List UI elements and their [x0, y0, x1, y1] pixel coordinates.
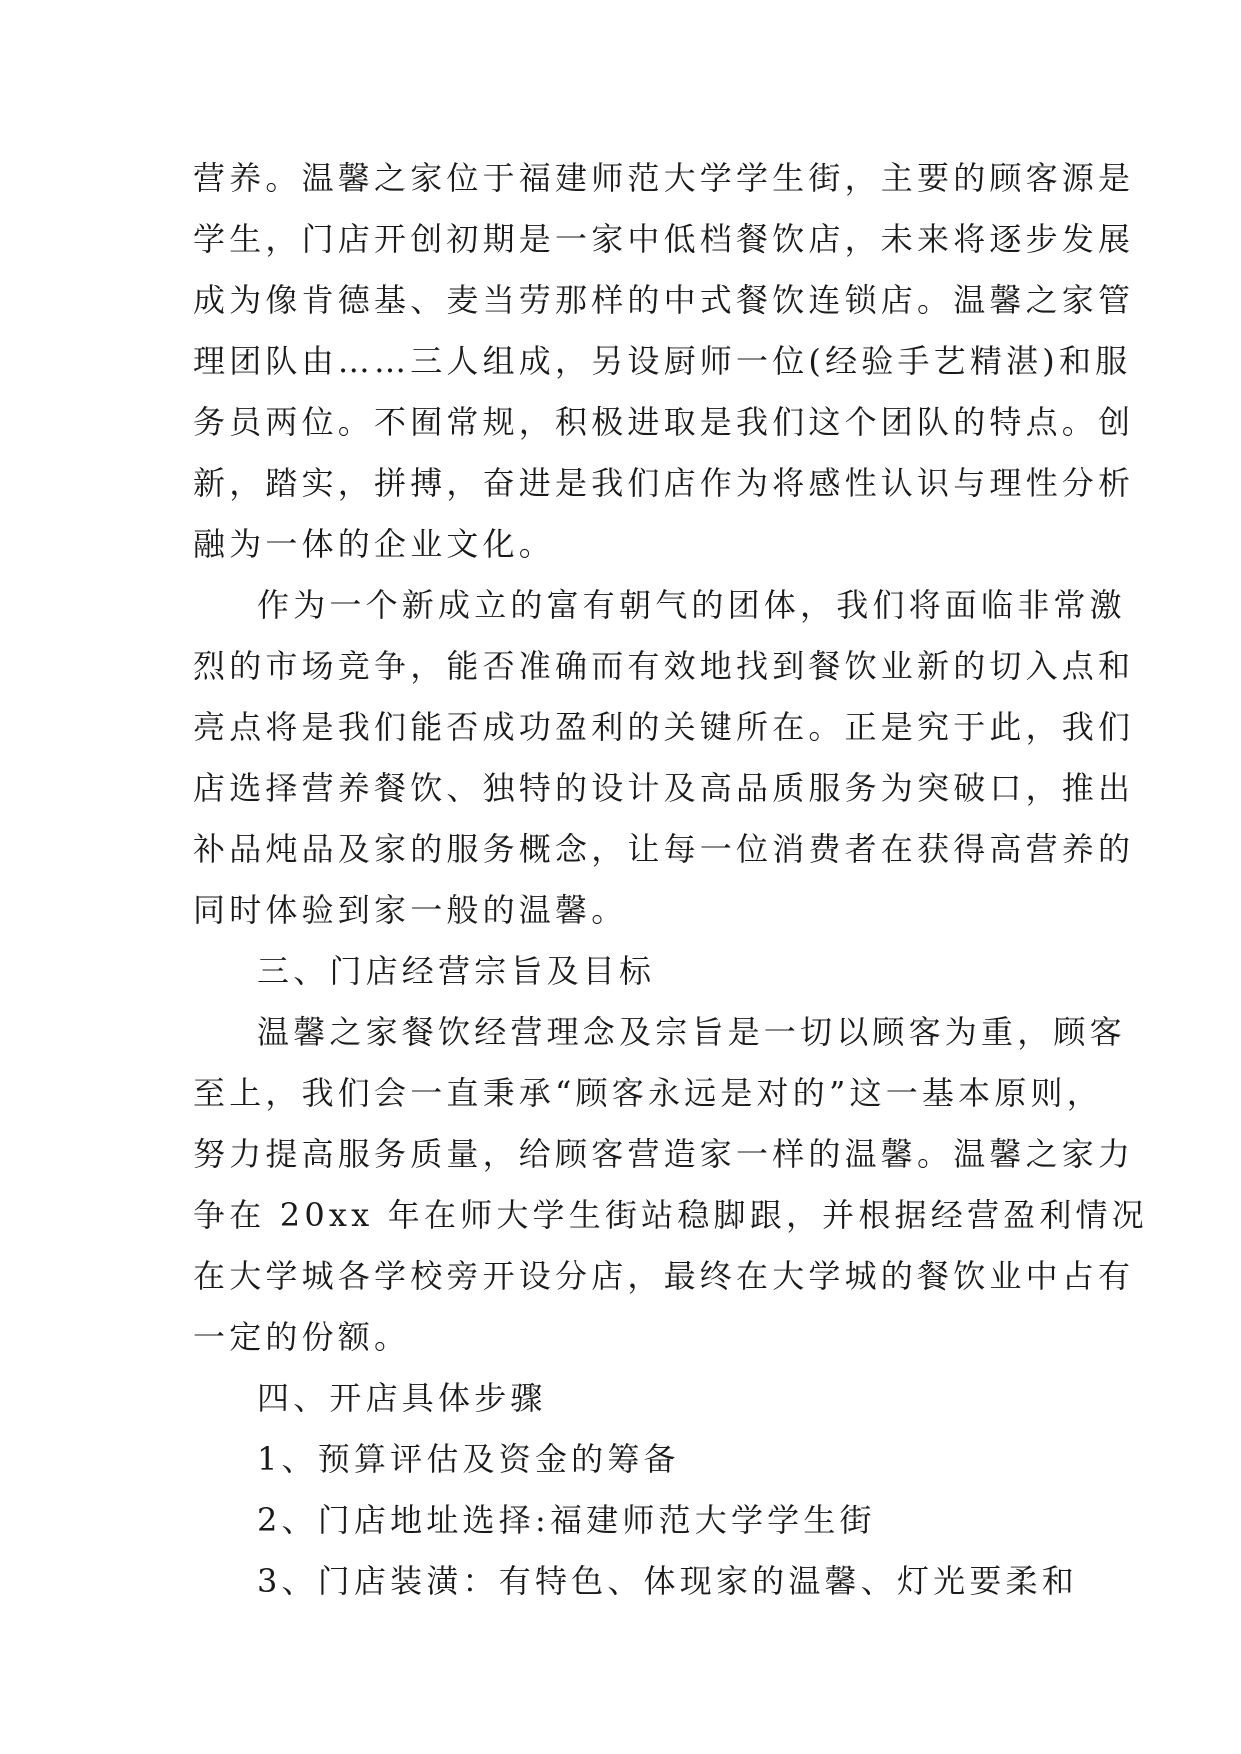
text-line: 学生，门店开创初期是一家中低档餐饮店，未来将逐步发展: [193, 220, 1135, 258]
step-item: 2、门店地址选择:福建师范大学学生街: [257, 1501, 876, 1539]
paragraph-intro: [193, 148, 1148, 1612]
text-line: 店选择营养餐饮、独特的设计及高品质服务为突破口，推出: [193, 769, 1135, 807]
text-line: 营养。温馨之家位于福建师范大学学生街，主要的顾客源是: [193, 159, 1135, 197]
text-line: 温馨之家餐饮经营理念及宗旨是一切以顾客为重，顾客: [257, 1013, 1126, 1051]
text-line: 烈的市场竞争，能否准确而有效地找到餐饮业新的切入点和: [193, 647, 1135, 685]
text-line: 务员两位。不囿常规，积极进取是我们这个团队的特点。创: [193, 403, 1135, 441]
step-item: 1、预算评估及资金的筹备: [257, 1440, 680, 1478]
text-line: 同时体验到家一般的温馨。: [193, 891, 628, 929]
section-heading-four: 四、开店具体步骤: [257, 1379, 547, 1417]
text-line: 新，踏实，拼搏，奋进是我们店作为将感性认识与理性分析: [193, 464, 1135, 502]
text-line: 融为一体的企业文化。: [193, 525, 556, 563]
text-line: 努力提高服务质量，给顾客营造家一样的温馨。温馨之家力: [193, 1135, 1135, 1173]
step-item: 3、门店装潢：有特色、体现家的温馨、灯光要柔和: [257, 1562, 1078, 1600]
text-line: 一定的份额。: [193, 1318, 411, 1356]
text-line: 补品炖品及家的服务概念，让每一位消费者在获得高营养的: [193, 830, 1135, 868]
text-line: 成为像肯德基、麦当劳那样的中式餐饮连锁店。温馨之家管: [193, 281, 1135, 319]
text-line: 在大学城各学校旁开设分店，最终在大学城的餐饮业中占有: [193, 1257, 1135, 1295]
text-line: 至上，我们会一直秉承“顾客永远是对的”这一基本原则，: [193, 1074, 1103, 1112]
section-heading-three: 三、门店经营宗旨及目标: [257, 952, 656, 990]
text-line: 亮点将是我们能否成功盈利的关键所在。正是究于此，我们: [193, 708, 1135, 746]
text-line: 理团队由……三人组成，另设厨师一位(经验手艺精湛)和服: [193, 342, 1132, 380]
text-line: 作为一个新成立的富有朝气的团体，我们将面临非常激: [257, 586, 1126, 624]
text-line: 争在 20xx 年在师大学生街站稳脚跟，并根据经营盈利情况: [193, 1196, 1148, 1234]
